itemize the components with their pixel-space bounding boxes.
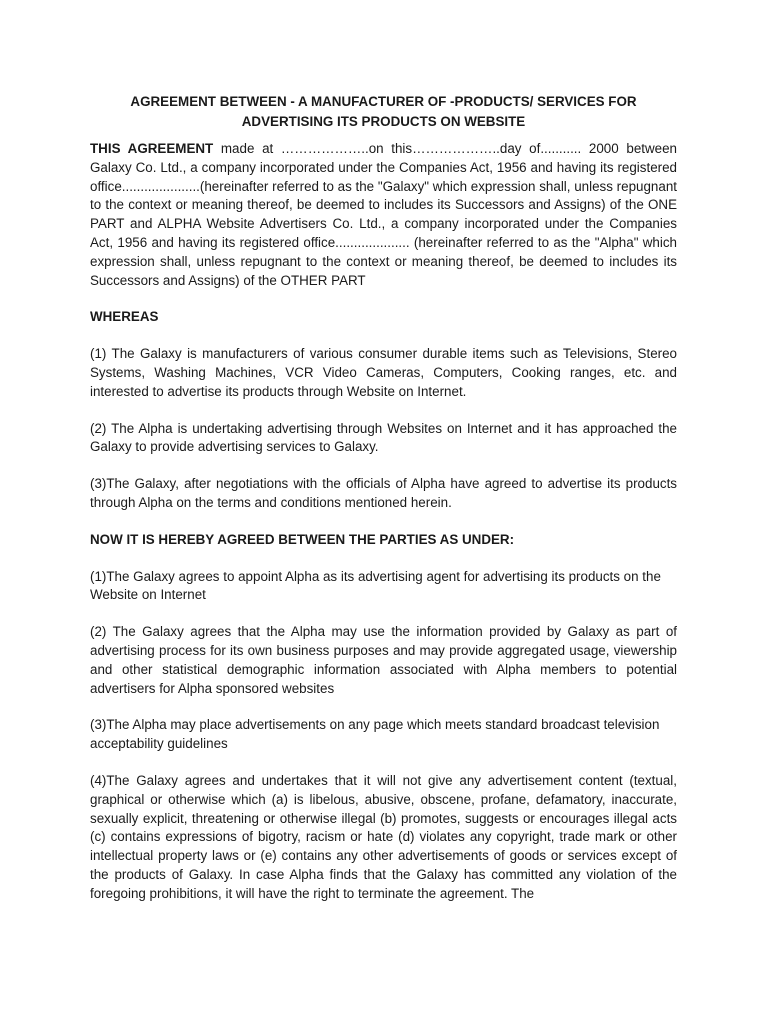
clause-3: (3)The Alpha may place advertisements on any page which meets standard broadcast television acceptability guidelines bbox=[90, 717, 660, 752]
title-line-1: AGREEMENT BETWEEN - A MANUFACTURER OF -PRODUCTS/ SERVICES FOR bbox=[130, 94, 637, 109]
intro-text: made at ………………..on this………………..day of........... 2000 between Galaxy Co. Ltd., a company incorporated under the Companies Act, 1956 and having its registered office.....................(hereinafter referred to as the "Galaxy" which expression shall, unless repugnant to the context or meaning thereof, be deemed to includes its Successors and Assigns) of the ONE PART and ALPHA Website Advertisers Co. Ltd., a company incorporated under the Companies Act, 1956 and having its registered office.................... (hereinafter referred to as the "Alpha" which expression shall, unless repugnant to the context or meaning thereof, be deemed to includes its Successors and Assigns) of the OTHER PART bbox=[90, 141, 677, 288]
whereas-item-1: (1) The Galaxy is manufacturers of various consumer durable items such as Televisions, Stereo Systems, Washing Machines, VCR Video Cameras, Computers, Cooking ranges, etc. and interested to advertise its products through Website on Internet. bbox=[90, 346, 677, 399]
document-page bbox=[90, 92, 677, 922]
document-title bbox=[90, 92, 677, 132]
whereas-item-3: (3)The Galaxy, after negotiations with the officials of Alpha have agreed to advertise its products through Alpha on the terms and conditions mentioned herein. bbox=[90, 476, 677, 510]
whereas-item-2: (2) The Alpha is undertaking advertising through Websites on Internet and it has approached the Galaxy to provide advertising services to Galaxy. bbox=[90, 420, 677, 455]
clause-1: (1)The Galaxy agrees to appoint Alpha as its advertising agent for advertising its products on the Website on Internet bbox=[90, 568, 661, 603]
clause-4: (4)The Galaxy agrees and undertakes that it will not give any advertisement content (textual, graphical or otherwise which (a) is libelous, abusive, obscene, profane, defamatory, inaccurate, sexually explicit, threatening or otherwise illegal (b) promotes, suggests or encourages illegal acts (c) contains expressions of bigotry, racism or hate (d) violates any copyright, trade mark or other intellectual property laws or (e) contains any other advertisements of goods or services except of the products of Galaxy. In case Alpha finds that the Galaxy has committed any violation of the foregoing prohibitions, it will have the right to terminate the agreement. The bbox=[90, 772, 677, 901]
agreed-heading: NOW IT IS HEREBY AGREED BETWEEN THE PARTIES AS UNDER: bbox=[90, 531, 515, 547]
clause-2: (2) The Galaxy agrees that the Alpha may use the information provided by Galaxy as part of advertising process for its own business purposes and may provide aggregated usage, viewership and other statistical demographic information associated with Alpha members to potential advertisers for Alpha sponsored websites bbox=[90, 624, 677, 696]
intro-paragraph bbox=[90, 140, 677, 290]
whereas-heading: WHEREAS bbox=[90, 309, 159, 325]
intro-lead: THIS AGREEMENT bbox=[90, 141, 214, 156]
title-line-2: ADVERTISING ITS PRODUCTS ON WEBSITE bbox=[241, 114, 526, 129]
